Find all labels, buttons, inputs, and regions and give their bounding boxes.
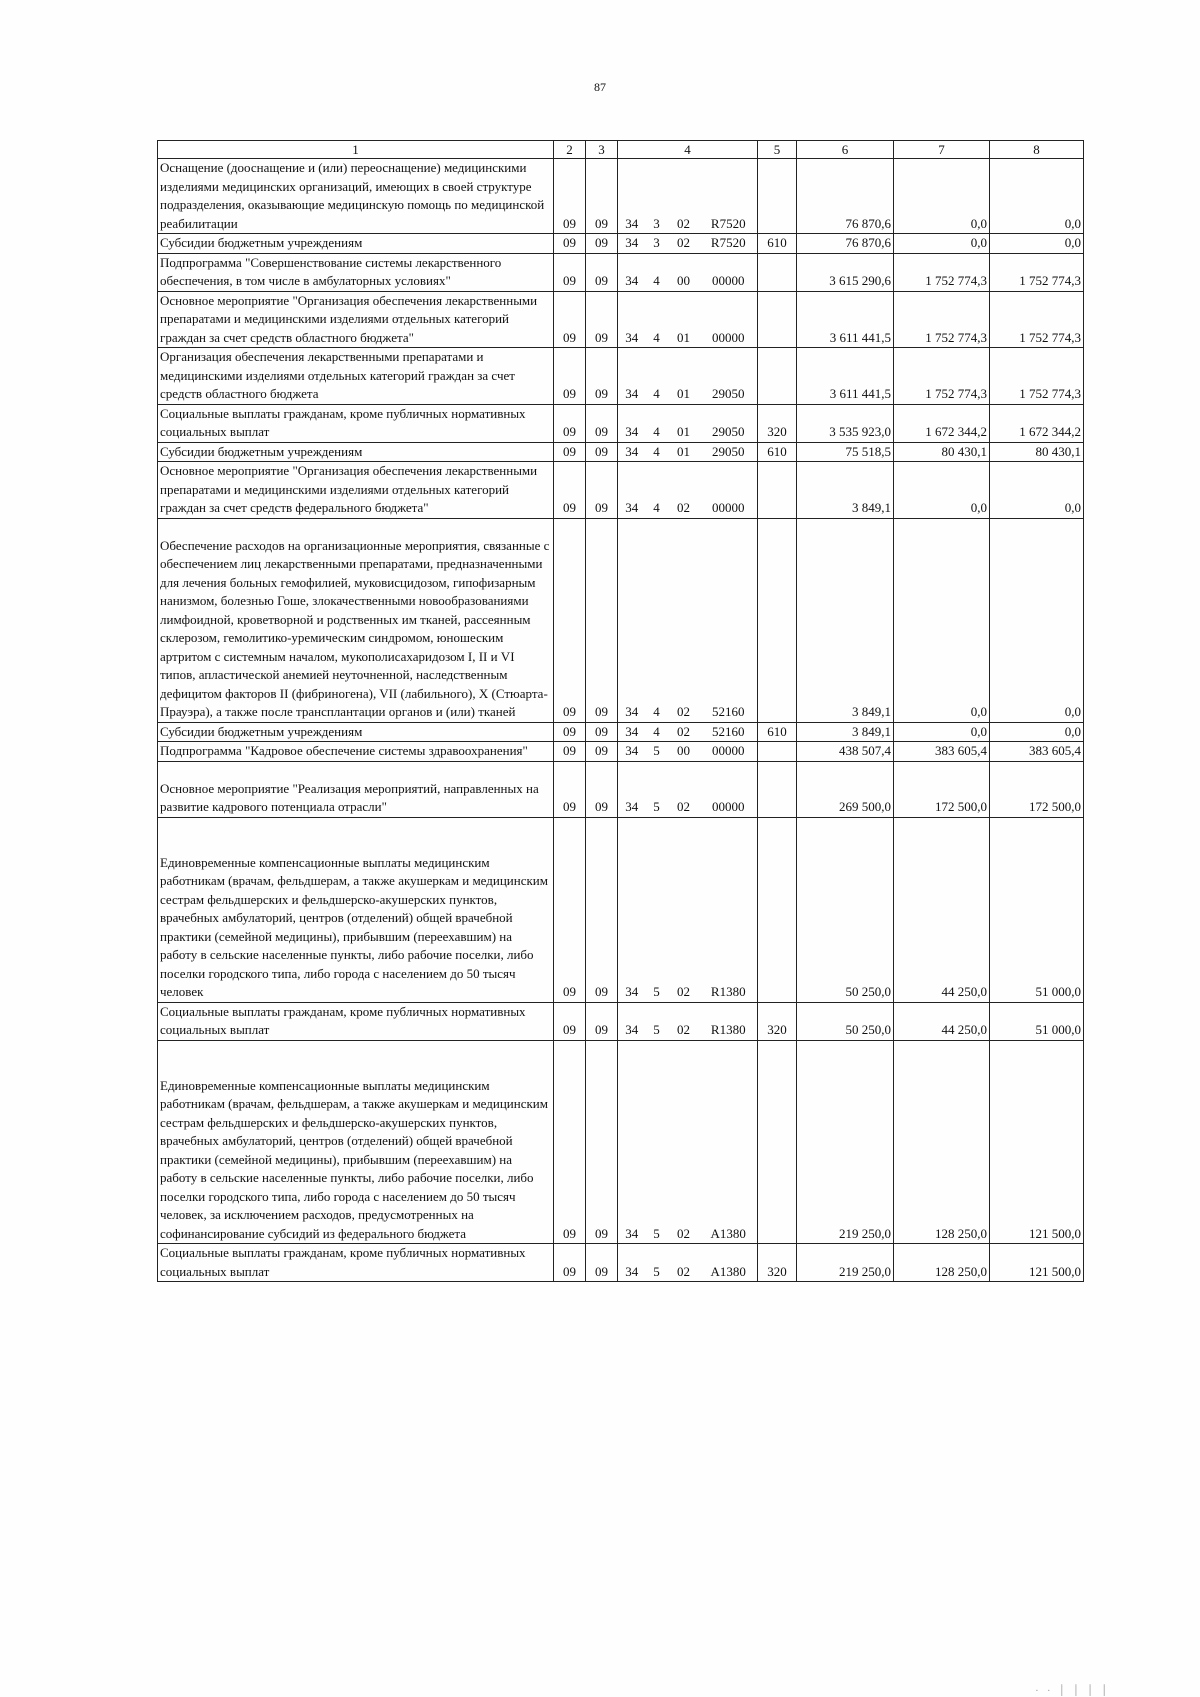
row-col3: 09 (586, 462, 618, 519)
row-col8: 0,0 (990, 722, 1084, 742)
row-code-program: 34 (618, 1002, 646, 1040)
row-col2: 09 (554, 253, 586, 291)
row-code-direction: 00000 (700, 761, 758, 817)
table-row (158, 348, 1084, 405)
row-col7: 128 250,0 (894, 1244, 990, 1282)
row-name: Основное мероприятие "Реализация мероприятий, направленных на развитие кадрового потенциала отрасли" (158, 761, 554, 817)
row-code-subprogram: 3 (646, 234, 668, 254)
row-col2: 09 (554, 404, 586, 442)
row-code-program: 34 (618, 404, 646, 442)
row-name: Единовременные компенсационные выплаты медицинским работникам (врачам, фельдшерам, а также акушеркам и медицинским сестрам фельдшерских и фельдшерско-акушерских пунктов, врачебных амбулаторий, центров (отделений) общей врачебной практики (семейной медицины), прибывшим (переехавшим) на работу в сельские населенные пункты, либо рабочие поселки, либо поселки городского типа, либо города с населением до 50 тысяч человек (158, 817, 554, 1002)
row-code-measure: 02 (668, 159, 700, 234)
row-col5 (758, 518, 797, 722)
row-col3: 09 (586, 159, 618, 234)
header-cell: 5 (758, 141, 797, 159)
header-cell: 1 (158, 141, 554, 159)
row-col3: 09 (586, 1002, 618, 1040)
row-code-measure: 01 (668, 291, 700, 348)
header-cell: 8 (990, 141, 1084, 159)
table-row (158, 761, 1084, 817)
header-row (158, 141, 1084, 159)
row-code-measure: 02 (668, 518, 700, 722)
row-code-program: 34 (618, 462, 646, 519)
row-col7: 80 430,1 (894, 442, 990, 462)
header-cell: 6 (797, 141, 894, 159)
row-col5 (758, 291, 797, 348)
row-code-subprogram: 4 (646, 722, 668, 742)
row-col2: 09 (554, 234, 586, 254)
row-name: Единовременные компенсационные выплаты медицинским работникам (врачам, фельдшерам, а также акушеркам и медицинским сестрам фельдшерских и фельдшерско-акушерских пунктов, врачебных амбулаторий, центров (отделений) общей врачебной практики (семейной медицины), прибывшим (переехавшим) на работу в сельские населенные пункты, либо рабочие поселки, либо поселки городского типа, либо города с населением до 50 тысяч человек, за исключением расходов, предусмотренных на софинансирование субсидий из федерального бюджета (158, 1040, 554, 1244)
row-col2: 09 (554, 348, 586, 405)
row-code-subprogram: 4 (646, 462, 668, 519)
row-col2: 09 (554, 1002, 586, 1040)
row-code-subprogram: 5 (646, 1040, 668, 1244)
row-col8: 51 000,0 (990, 1002, 1084, 1040)
header-cell: 4 (618, 141, 758, 159)
row-code-subprogram: 4 (646, 518, 668, 722)
row-col7: 1 752 774,3 (894, 253, 990, 291)
table-row (158, 462, 1084, 519)
row-col8: 1 752 774,3 (990, 291, 1084, 348)
table-row (158, 159, 1084, 234)
row-col2: 09 (554, 722, 586, 742)
row-col7: 0,0 (894, 462, 990, 519)
row-code-subprogram: 5 (646, 742, 668, 762)
row-col7: 1 752 774,3 (894, 348, 990, 405)
row-col5 (758, 742, 797, 762)
row-code-program: 34 (618, 291, 646, 348)
row-code-measure: 00 (668, 742, 700, 762)
row-col6: 438 507,4 (797, 742, 894, 762)
row-col3: 09 (586, 722, 618, 742)
row-col2: 09 (554, 159, 586, 234)
row-col6: 3 849,1 (797, 722, 894, 742)
row-code-subprogram: 5 (646, 1244, 668, 1282)
row-code-direction: 29050 (700, 442, 758, 462)
row-col5 (758, 159, 797, 234)
row-name: Социальные выплаты гражданам, кроме публичных нормативных социальных выплат (158, 1002, 554, 1040)
table-row (158, 404, 1084, 442)
row-col3: 09 (586, 518, 618, 722)
row-col3: 09 (586, 253, 618, 291)
row-col6: 219 250,0 (797, 1040, 894, 1244)
row-col6: 75 518,5 (797, 442, 894, 462)
row-name: Обеспечение расходов на организационные мероприятия, связанные с обеспечением лиц лекарственными препаратами, предназначенными для лечения больных гемофилией, муковисцидозом, гипофизарным нанизмом, болезнью Гоше, злокачественными новообразованиями лимфоидной, кроветворной и родственных им тканей, рассеянным склерозом, гемолитико-уремическим синдромом, юношеским артритом с системным началом, мукополисахаридозом I, II и VI типов, апластической анемией неуточненной, наследственным дефицитом факторов II (фибриногена), VII (лабильного), X (Стюарта-Прауэра), а также после трансплантации органов и (или) тканей (158, 518, 554, 722)
row-col6: 219 250,0 (797, 1244, 894, 1282)
row-col8: 1 672 344,2 (990, 404, 1084, 442)
table-row (158, 817, 1084, 1002)
row-code-measure: 02 (668, 817, 700, 1002)
header-cell: 3 (586, 141, 618, 159)
row-col3: 09 (586, 1040, 618, 1244)
row-col6: 3 849,1 (797, 518, 894, 722)
row-col7: 0,0 (894, 234, 990, 254)
row-code-measure: 01 (668, 404, 700, 442)
row-col7: 0,0 (894, 159, 990, 234)
row-code-subprogram: 5 (646, 1002, 668, 1040)
row-name: Субсидии бюджетным учреждениям (158, 234, 554, 254)
header-cell: 7 (894, 141, 990, 159)
row-col8: 121 500,0 (990, 1244, 1084, 1282)
row-code-measure: 01 (668, 442, 700, 462)
row-code-subprogram: 3 (646, 159, 668, 234)
row-col5: 610 (758, 722, 797, 742)
row-col6: 3 535 923,0 (797, 404, 894, 442)
row-code-program: 34 (618, 1244, 646, 1282)
row-code-measure: 02 (668, 462, 700, 519)
table-row (158, 742, 1084, 762)
row-name: Оснащение (дооснащение и (или) переоснащение) медицинскими изделиями медицинских организаций, имеющих в своей структуре подразделения, оказывающие медицинскую помощь по медицинской реабилитации (158, 159, 554, 234)
row-name: Подпрограмма "Совершенствование системы лекарственного обеспечения, в том числе в амбулаторных условиях" (158, 253, 554, 291)
row-code-direction: R7520 (700, 159, 758, 234)
row-code-program: 34 (618, 234, 646, 254)
row-col6: 3 611 441,5 (797, 348, 894, 405)
row-name: Организация обеспечения лекарственными препаратами и медицинскими изделиями отдельных категорий граждан за счет средств областного бюджета (158, 348, 554, 405)
row-col6: 50 250,0 (797, 817, 894, 1002)
table-row (158, 1002, 1084, 1040)
row-code-subprogram: 4 (646, 348, 668, 405)
row-col6: 269 500,0 (797, 761, 894, 817)
row-col8: 0,0 (990, 462, 1084, 519)
row-name: Субсидии бюджетным учреждениям (158, 442, 554, 462)
row-code-direction: 00000 (700, 291, 758, 348)
row-code-measure: 00 (668, 253, 700, 291)
row-col6: 3 611 441,5 (797, 291, 894, 348)
row-col5 (758, 761, 797, 817)
table-row (158, 291, 1084, 348)
row-col2: 09 (554, 817, 586, 1002)
row-col8: 172 500,0 (990, 761, 1084, 817)
table-row (158, 1244, 1084, 1282)
row-col2: 09 (554, 1244, 586, 1282)
row-col6: 3 849,1 (797, 462, 894, 519)
row-code-program: 34 (618, 761, 646, 817)
row-col7: 44 250,0 (894, 1002, 990, 1040)
table-body (158, 159, 1084, 1282)
budget-table (157, 140, 1084, 1282)
row-code-subprogram: 5 (646, 817, 668, 1002)
row-col2: 09 (554, 518, 586, 722)
row-code-direction: 00000 (700, 742, 758, 762)
row-col8: 1 752 774,3 (990, 348, 1084, 405)
row-code-direction: 00000 (700, 253, 758, 291)
row-col5: 320 (758, 1244, 797, 1282)
row-name: Основное мероприятие "Организация обеспечения лекарственными препаратами и медицинскими изделиями отдельных категорий граждан за счет средств федерального бюджета" (158, 462, 554, 519)
row-col7: 0,0 (894, 518, 990, 722)
row-code-program: 34 (618, 253, 646, 291)
row-name: Основное мероприятие "Организация обеспечения лекарственными препаратами и медицинскими изделиями отдельных категорий граждан за счет средств областного бюджета" (158, 291, 554, 348)
header-cell: 2 (554, 141, 586, 159)
row-col8: 1 752 774,3 (990, 253, 1084, 291)
row-col3: 09 (586, 742, 618, 762)
row-code-program: 34 (618, 159, 646, 234)
row-name: Социальные выплаты гражданам, кроме публичных нормативных социальных выплат (158, 404, 554, 442)
table-row (158, 234, 1084, 254)
row-col5: 610 (758, 442, 797, 462)
row-code-direction: R1380 (700, 817, 758, 1002)
row-col3: 09 (586, 291, 618, 348)
row-col7: 128 250,0 (894, 1040, 990, 1244)
row-code-measure: 02 (668, 761, 700, 817)
row-code-direction: 29050 (700, 348, 758, 405)
row-col8: 80 430,1 (990, 442, 1084, 462)
row-col5: 610 (758, 234, 797, 254)
row-code-measure: 02 (668, 1002, 700, 1040)
scan-marks: · · ׀ ׀ ׀ ׀ (1035, 1686, 1110, 1697)
row-col7: 172 500,0 (894, 761, 990, 817)
row-col5 (758, 253, 797, 291)
row-col5 (758, 348, 797, 405)
row-code-direction: 29050 (700, 404, 758, 442)
row-code-direction: 52160 (700, 518, 758, 722)
row-code-direction: R1380 (700, 1002, 758, 1040)
row-col5: 320 (758, 1002, 797, 1040)
row-code-program: 34 (618, 742, 646, 762)
row-code-program: 34 (618, 518, 646, 722)
row-col3: 09 (586, 817, 618, 1002)
table-row (158, 722, 1084, 742)
row-col8: 0,0 (990, 518, 1084, 722)
row-code-program: 34 (618, 722, 646, 742)
row-code-program: 34 (618, 817, 646, 1002)
row-col2: 09 (554, 291, 586, 348)
table-row (158, 442, 1084, 462)
page-number: 87 (594, 80, 606, 94)
row-col3: 09 (586, 1244, 618, 1282)
row-name: Подпрограмма "Кадровое обеспечение системы здравоохранения" (158, 742, 554, 762)
row-code-subprogram: 5 (646, 761, 668, 817)
row-col7: 1 752 774,3 (894, 291, 990, 348)
row-code-measure: 02 (668, 234, 700, 254)
row-code-direction: 00000 (700, 462, 758, 519)
row-col6: 3 615 290,6 (797, 253, 894, 291)
row-col6: 50 250,0 (797, 1002, 894, 1040)
row-col3: 09 (586, 234, 618, 254)
row-code-subprogram: 4 (646, 442, 668, 462)
row-col5 (758, 817, 797, 1002)
row-col6: 76 870,6 (797, 234, 894, 254)
row-col3: 09 (586, 404, 618, 442)
row-code-direction: A1380 (700, 1040, 758, 1244)
table-row (158, 518, 1084, 722)
row-code-direction: A1380 (700, 1244, 758, 1282)
row-col2: 09 (554, 442, 586, 462)
row-code-program: 34 (618, 348, 646, 405)
row-col8: 121 500,0 (990, 1040, 1084, 1244)
row-col7: 1 672 344,2 (894, 404, 990, 442)
row-col8: 0,0 (990, 159, 1084, 234)
row-col5 (758, 462, 797, 519)
row-col6: 76 870,6 (797, 159, 894, 234)
row-code-subprogram: 4 (646, 404, 668, 442)
row-col2: 09 (554, 462, 586, 519)
row-code-program: 34 (618, 1040, 646, 1244)
row-code-measure: 02 (668, 1244, 700, 1282)
row-code-subprogram: 4 (646, 253, 668, 291)
row-code-measure: 02 (668, 722, 700, 742)
row-code-subprogram: 4 (646, 291, 668, 348)
row-col2: 09 (554, 1040, 586, 1244)
row-name: Субсидии бюджетным учреждениям (158, 722, 554, 742)
row-code-measure: 01 (668, 348, 700, 405)
row-col3: 09 (586, 348, 618, 405)
row-col3: 09 (586, 442, 618, 462)
row-code-measure: 02 (668, 1040, 700, 1244)
row-col7: 44 250,0 (894, 817, 990, 1002)
row-col5 (758, 1040, 797, 1244)
row-col8: 51 000,0 (990, 817, 1084, 1002)
row-col3: 09 (586, 761, 618, 817)
row-name: Социальные выплаты гражданам, кроме публичных нормативных социальных выплат (158, 1244, 554, 1282)
row-col8: 0,0 (990, 234, 1084, 254)
row-code-program: 34 (618, 442, 646, 462)
row-code-direction: R7520 (700, 234, 758, 254)
row-col8: 383 605,4 (990, 742, 1084, 762)
table-row (158, 253, 1084, 291)
row-col7: 0,0 (894, 722, 990, 742)
table-row (158, 1040, 1084, 1244)
row-col5: 320 (758, 404, 797, 442)
row-code-direction: 52160 (700, 722, 758, 742)
row-col7: 383 605,4 (894, 742, 990, 762)
row-col2: 09 (554, 742, 586, 762)
row-col2: 09 (554, 761, 586, 817)
